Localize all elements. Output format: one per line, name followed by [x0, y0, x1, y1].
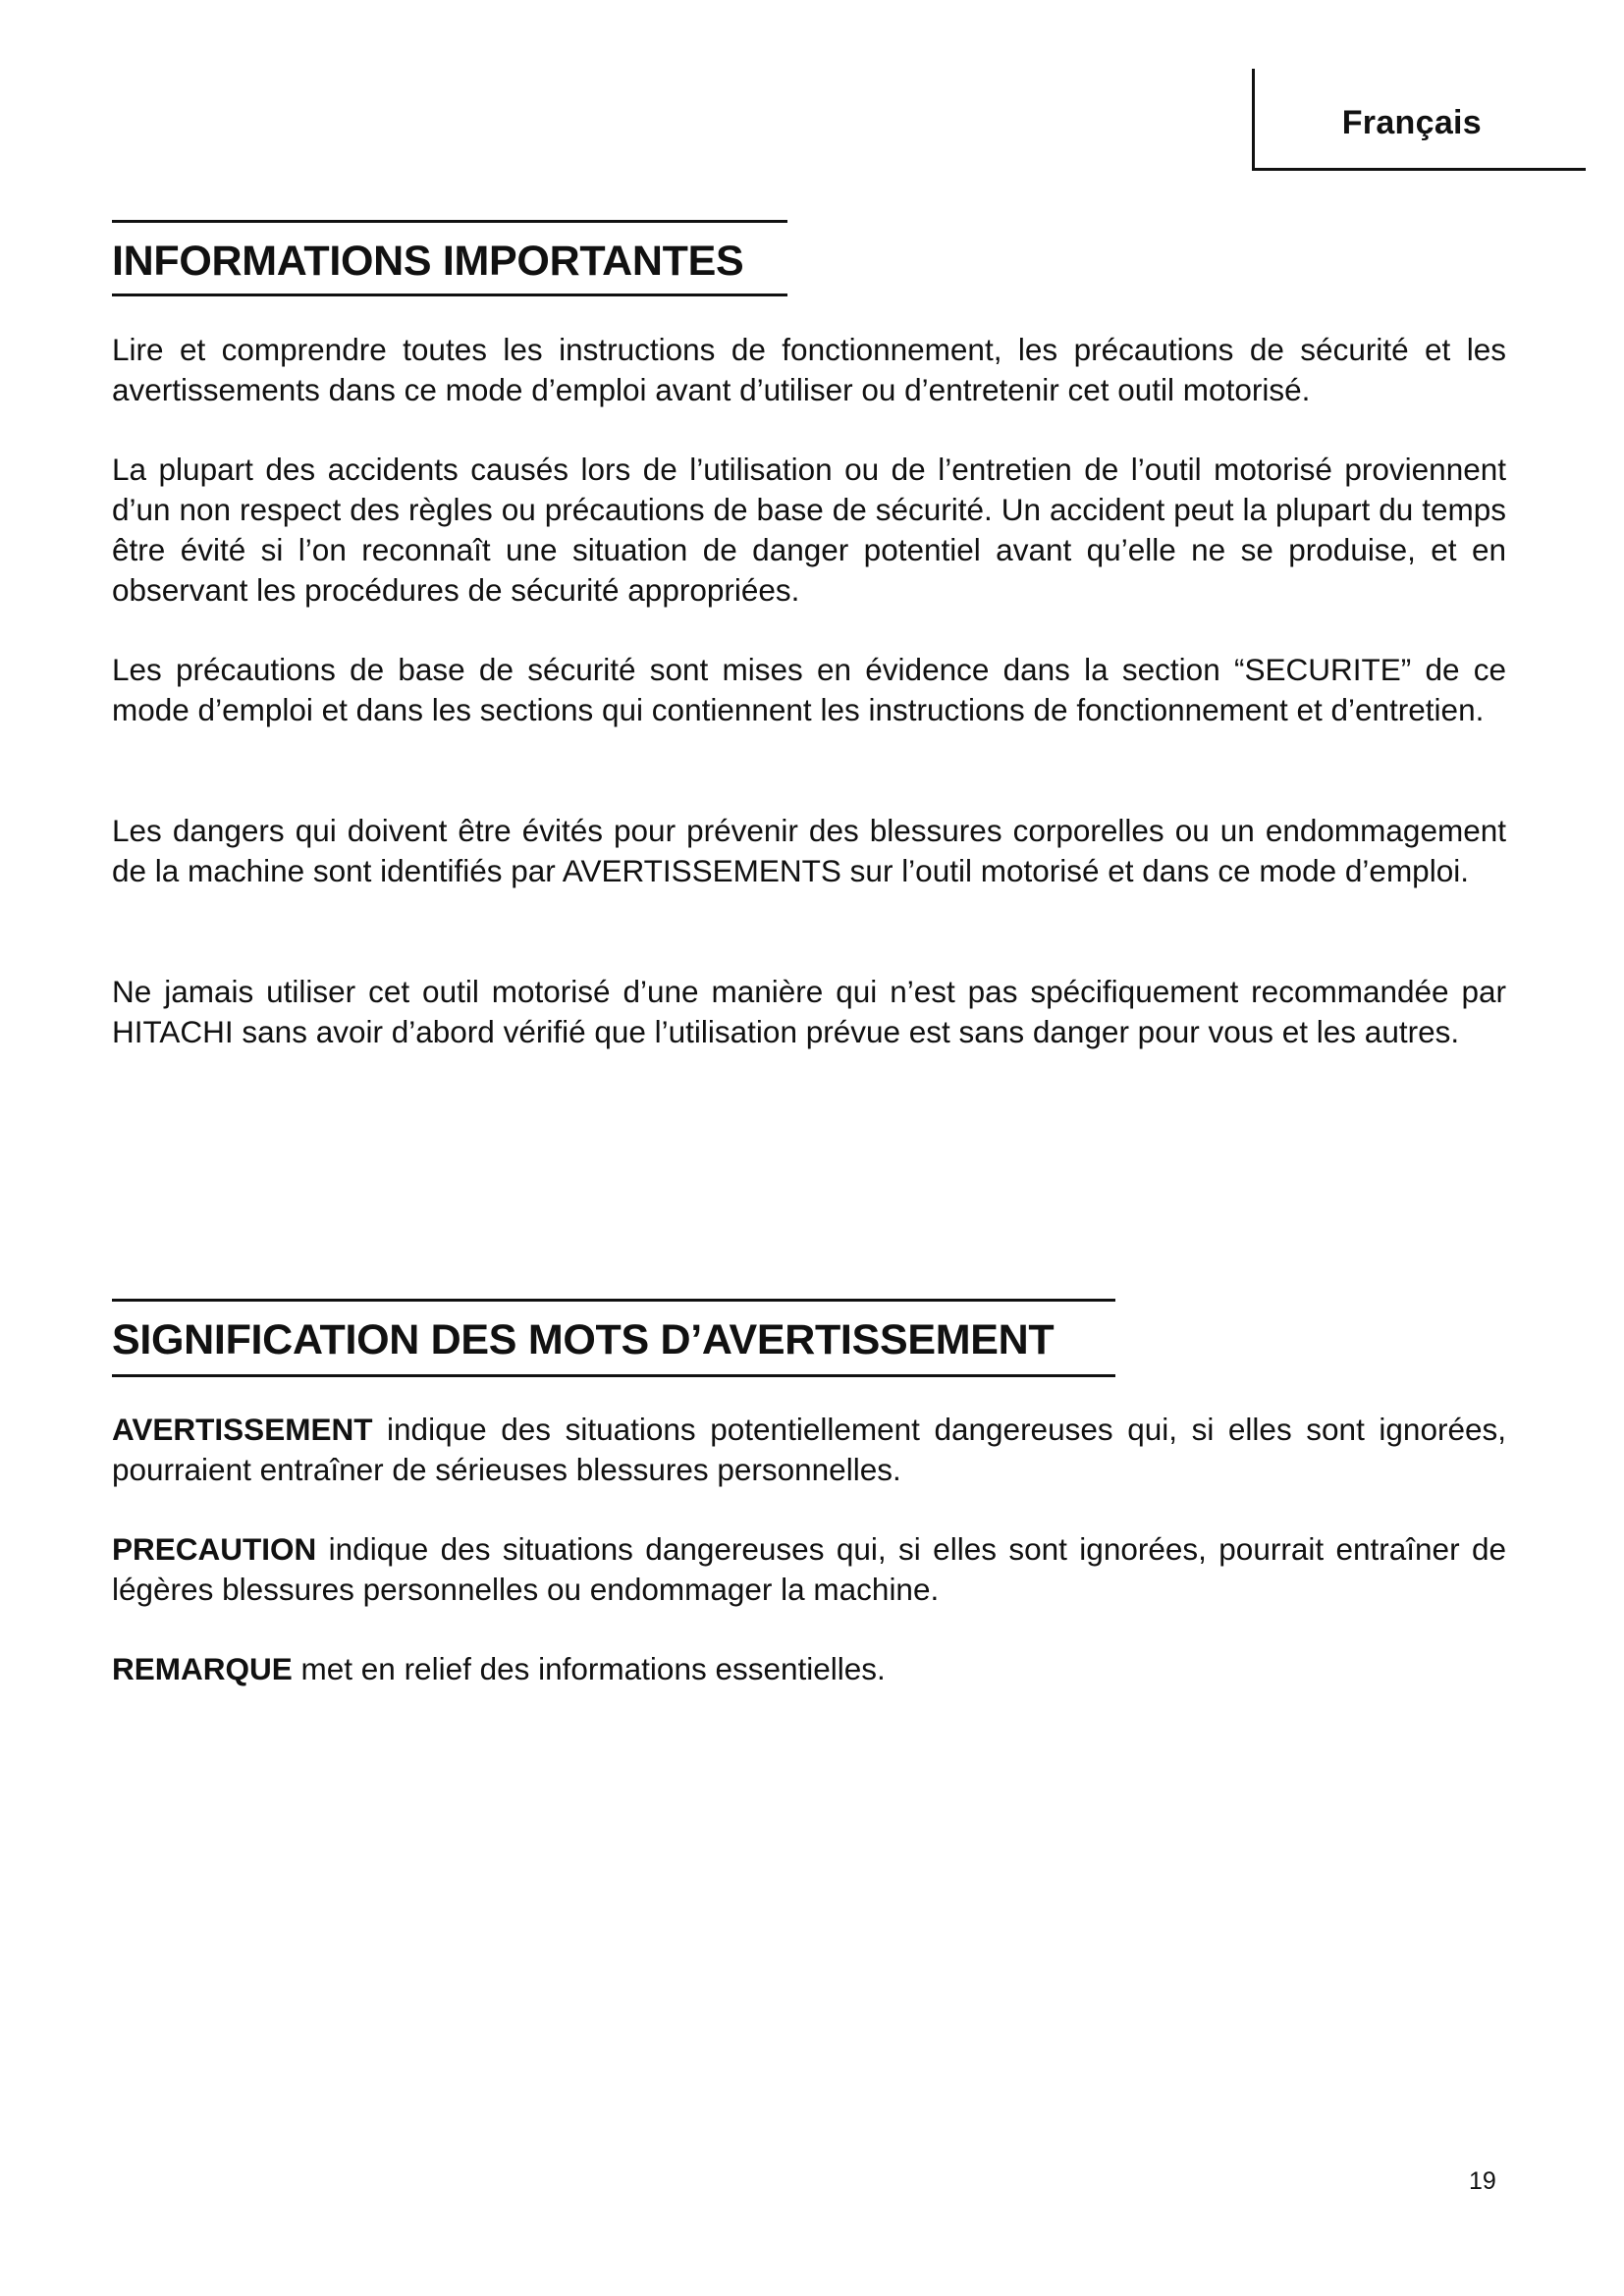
language-tab — [1252, 69, 1586, 171]
section-title-warning-words: SIGNIFICATION DES MOTS D’AVERTISSEMENT — [112, 1299, 1115, 1377]
paragraph: Les dangers qui doivent être évités pour prévenir des blessures corporelles ou un endommagement de la machine sont identifiés par AVERTISSEMENTS sur l’outil motorisé et dans ce mode d’emploi. — [112, 813, 1506, 888]
definition-term: REMARQUE — [112, 1651, 293, 1686]
paragraph: Les précautions de base de sécurité sont mises en évidence dans la section “SECURITE” de ce mode d’emploi et dans les sections qui contiennent les instructions de fonctionnement et d’entretien. — [112, 652, 1506, 727]
paragraph: Ne jamais utiliser cet outil motorisé d’une manière qui n’est pas spécifiquement recommandée par HITACHI sans avoir d’abord vérifié que l’utilisation prévue est sans danger pour vous et les autres. — [112, 974, 1506, 1049]
definition-precaution — [112, 1529, 1506, 1610]
definition-text: met en relief des informations essentielles. — [292, 1651, 886, 1686]
definition-term: PRECAUTION — [112, 1531, 317, 1567]
definition-avertissement — [112, 1410, 1506, 1490]
definition-term: AVERTISSEMENT — [112, 1412, 373, 1447]
definition-text: indique des situations potentiellement dangereuses qui, si elles sont ignorées, pourraient entraîner de sérieuses blessures personnelles. — [112, 1412, 1506, 1487]
page-number: 19 — [1469, 2167, 1496, 2195]
section-title-important-info: INFORMATIONS IMPORTANTES — [112, 220, 787, 296]
paragraph: Lire et comprendre toutes les instructions de fonctionnement, les précautions de sécurité et les avertissements dans ce mode d’emploi avant d’utiliser ou d’entretenir cet outil motorisé. — [112, 332, 1506, 407]
paragraph: La plupart des accidents causés lors de l’utilisation ou de l’entretien de l’outil motorisé proviennent d’un non respect des règles ou précautions de base de sécurité. Un accident peut la plupart du temps être évité si l’on reconnaît une situation de danger potentiel avant qu’elle ne se produise, et en observant les procédures de sécurité appropriées. — [112, 452, 1506, 608]
definition-text: indique des situations dangereuses qui, si elles sont ignorées, pourrait entraîner de légères blessures personnelles ou endommager la machine. — [112, 1531, 1506, 1607]
definition-remarque — [112, 1649, 1506, 1689]
language-label: Français — [1341, 104, 1482, 141]
